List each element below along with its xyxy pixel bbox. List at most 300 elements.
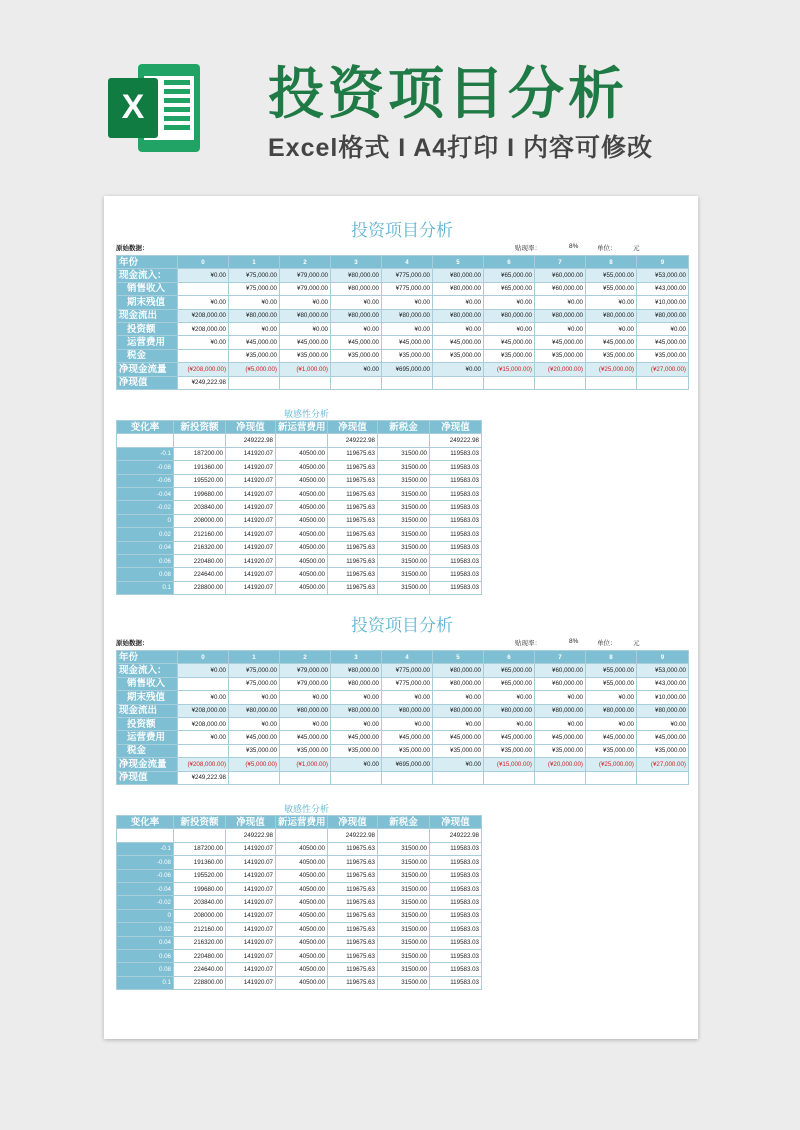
value-cell[interactable]: ¥45,000.00: [331, 731, 382, 744]
value-cell[interactable]: ¥45,000.00: [484, 336, 535, 349]
value-cell[interactable]: ¥80,000.00: [433, 664, 484, 677]
value-cell[interactable]: ¥35,000.00: [484, 744, 535, 757]
sensitivity-header-cell[interactable]: 净现值: [226, 421, 276, 434]
sensitivity-cell[interactable]: 224640.00: [174, 963, 226, 976]
sensitivity-cell[interactable]: 119675.63: [328, 514, 378, 527]
sensitivity-cell[interactable]: 119675.63: [328, 882, 378, 895]
sensitivity-header-cell[interactable]: 净现值: [328, 421, 378, 434]
sensitivity-cell[interactable]: 119583.03: [430, 501, 482, 514]
value-cell[interactable]: ¥0.00: [178, 269, 229, 282]
sensitivity-cell[interactable]: 40500.00: [276, 869, 328, 882]
value-cell[interactable]: ¥0.00: [331, 691, 382, 704]
value-cell[interactable]: ¥35,000.00: [280, 744, 331, 757]
sensitivity-cell[interactable]: 31500.00: [378, 501, 430, 514]
year-header-cell[interactable]: 0: [178, 651, 229, 664]
sensitivity-cell[interactable]: 220480.00: [174, 554, 226, 567]
sensitivity-cell[interactable]: 141920.07: [226, 909, 276, 922]
sensitivity-cell[interactable]: 119675.63: [328, 963, 378, 976]
value-cell[interactable]: (¥27,000.00): [637, 758, 689, 771]
value-cell[interactable]: ¥75,000.00: [229, 664, 280, 677]
value-cell[interactable]: ¥0.00: [433, 691, 484, 704]
value-cell[interactable]: ¥80,000.00: [331, 309, 382, 322]
row-label[interactable]: 现金流入：: [117, 269, 178, 282]
value-cell[interactable]: ¥775,000.00: [382, 282, 433, 295]
row-label[interactable]: 销售收入: [117, 677, 178, 690]
value-cell[interactable]: ¥0.00: [535, 691, 586, 704]
sensitivity-cell[interactable]: 119675.63: [328, 447, 378, 460]
row-label[interactable]: 投资额: [117, 717, 178, 730]
value-cell[interactable]: ¥45,000.00: [535, 336, 586, 349]
sensitivity-cell[interactable]: 119675.63: [328, 936, 378, 949]
sensitivity-cell[interactable]: 141920.07: [226, 896, 276, 909]
value-cell[interactable]: ¥80,000.00: [484, 704, 535, 717]
change-rate-cell[interactable]: -0.04: [117, 487, 174, 500]
value-cell[interactable]: ¥45,000.00: [280, 336, 331, 349]
change-rate-cell[interactable]: 0: [117, 909, 174, 922]
value-cell[interactable]: ¥208,000.00: [178, 309, 229, 322]
value-cell[interactable]: ¥35,000.00: [484, 349, 535, 362]
sensitivity-cell[interactable]: 31500.00: [378, 514, 430, 527]
value-cell[interactable]: ¥65,000.00: [484, 677, 535, 690]
sensitivity-cell[interactable]: 208000.00: [174, 514, 226, 527]
row-label[interactable]: 期末残值: [117, 296, 178, 309]
sensitivity-header-cell[interactable]: 净现值: [430, 421, 482, 434]
value-cell[interactable]: ¥0.00: [586, 717, 637, 730]
year-header-cell[interactable]: 4: [382, 256, 433, 269]
sensitivity-header-cell[interactable]: 净现值: [226, 816, 276, 829]
sensitivity-cell[interactable]: 191360.00: [174, 461, 226, 474]
value-cell[interactable]: ¥775,000.00: [382, 677, 433, 690]
change-rate-cell[interactable]: -0.04: [117, 882, 174, 895]
year-header-cell[interactable]: 2: [280, 256, 331, 269]
sensitivity-cell[interactable]: 216320.00: [174, 541, 226, 554]
sensitivity-cell[interactable]: 40500.00: [276, 447, 328, 460]
sensitivity-cell[interactable]: 40500.00: [276, 528, 328, 541]
value-cell[interactable]: ¥45,000.00: [433, 731, 484, 744]
value-cell[interactable]: ¥0.00: [229, 322, 280, 335]
sensitivity-cell[interactable]: 119583.03: [430, 856, 482, 869]
sensitivity-cell[interactable]: 212160.00: [174, 923, 226, 936]
sensitivity-cell[interactable]: 199680.00: [174, 487, 226, 500]
sensitivity-header-cell[interactable]: 净现值: [430, 816, 482, 829]
sensitivity-header-cell[interactable]: 变化率: [117, 421, 174, 434]
value-cell[interactable]: ¥35,000.00: [535, 744, 586, 757]
value-cell[interactable]: [280, 771, 331, 784]
sensitivity-cell[interactable]: 249222.98: [226, 829, 276, 842]
year-header-cell[interactable]: 8: [586, 256, 637, 269]
sensitivity-cell[interactable]: [117, 829, 174, 842]
value-cell[interactable]: ¥0.00: [433, 717, 484, 730]
value-cell[interactable]: ¥0.00: [484, 322, 535, 335]
value-cell[interactable]: ¥55,000.00: [586, 664, 637, 677]
change-rate-cell[interactable]: -0.08: [117, 856, 174, 869]
sensitivity-cell[interactable]: 119675.63: [328, 581, 378, 594]
value-cell[interactable]: ¥45,000.00: [331, 336, 382, 349]
sensitivity-cell[interactable]: 228800.00: [174, 976, 226, 989]
sensitivity-cell[interactable]: 40500.00: [276, 949, 328, 962]
change-rate-cell[interactable]: 0: [117, 514, 174, 527]
year-header-cell[interactable]: 9: [637, 651, 689, 664]
sensitivity-cell[interactable]: 119675.63: [328, 909, 378, 922]
year-header-cell[interactable]: 1: [229, 256, 280, 269]
value-cell[interactable]: ¥0.00: [280, 717, 331, 730]
sensitivity-cell[interactable]: 119675.63: [328, 461, 378, 474]
sensitivity-cell[interactable]: 141920.07: [226, 461, 276, 474]
value-cell[interactable]: ¥45,000.00: [229, 731, 280, 744]
value-cell[interactable]: ¥0.00: [484, 296, 535, 309]
change-rate-cell[interactable]: -0.02: [117, 501, 174, 514]
sensitivity-cell[interactable]: 119583.03: [430, 514, 482, 527]
change-rate-cell[interactable]: 0.08: [117, 568, 174, 581]
value-cell[interactable]: (¥1,000.00): [280, 758, 331, 771]
value-cell[interactable]: ¥249,222.98: [178, 771, 229, 784]
sensitivity-cell[interactable]: 40500.00: [276, 856, 328, 869]
change-rate-cell[interactable]: 0.06: [117, 554, 174, 567]
year-header-cell[interactable]: 8: [586, 651, 637, 664]
sensitivity-cell[interactable]: 119583.03: [430, 909, 482, 922]
value-cell[interactable]: ¥55,000.00: [586, 269, 637, 282]
value-cell[interactable]: ¥35,000.00: [586, 349, 637, 362]
value-cell[interactable]: ¥0.00: [586, 322, 637, 335]
row-label[interactable]: 投资额: [117, 322, 178, 335]
value-cell[interactable]: ¥80,000.00: [331, 677, 382, 690]
value-cell[interactable]: ¥10,000.00: [637, 296, 689, 309]
sensitivity-cell[interactable]: 40500.00: [276, 501, 328, 514]
value-cell[interactable]: ¥43,000.00: [637, 677, 689, 690]
sensitivity-cell[interactable]: 199680.00: [174, 882, 226, 895]
sensitivity-cell[interactable]: 31500.00: [378, 528, 430, 541]
value-cell[interactable]: ¥80,000.00: [433, 269, 484, 282]
sensitivity-cell[interactable]: 141920.07: [226, 842, 276, 855]
sensitivity-cell[interactable]: 40500.00: [276, 882, 328, 895]
sensitivity-cell[interactable]: 40500.00: [276, 923, 328, 936]
value-cell[interactable]: ¥80,000.00: [382, 704, 433, 717]
value-cell[interactable]: ¥80,000.00: [331, 282, 382, 295]
value-cell[interactable]: (¥15,000.00): [484, 758, 535, 771]
sensitivity-header-cell[interactable]: 变化率: [117, 816, 174, 829]
sensitivity-cell[interactable]: 119583.03: [430, 882, 482, 895]
value-cell[interactable]: ¥0.00: [535, 322, 586, 335]
change-rate-cell[interactable]: 0.06: [117, 949, 174, 962]
sensitivity-cell[interactable]: 40500.00: [276, 474, 328, 487]
value-cell[interactable]: ¥80,000.00: [637, 704, 689, 717]
value-cell[interactable]: ¥80,000.00: [535, 309, 586, 322]
value-cell[interactable]: ¥35,000.00: [637, 744, 689, 757]
row-label[interactable]: 净现值: [117, 376, 178, 389]
value-cell[interactable]: ¥0.00: [178, 664, 229, 677]
value-cell[interactable]: ¥45,000.00: [484, 731, 535, 744]
sensitivity-cell[interactable]: 141920.07: [226, 963, 276, 976]
value-cell[interactable]: ¥0.00: [331, 758, 382, 771]
value-cell[interactable]: [433, 376, 484, 389]
value-cell[interactable]: ¥60,000.00: [535, 282, 586, 295]
sensitivity-cell[interactable]: 141920.07: [226, 514, 276, 527]
value-cell[interactable]: ¥45,000.00: [586, 336, 637, 349]
sensitivity-cell[interactable]: [276, 829, 328, 842]
sensitivity-cell[interactable]: 141920.07: [226, 869, 276, 882]
value-cell[interactable]: [433, 771, 484, 784]
sensitivity-cell[interactable]: 119675.63: [328, 869, 378, 882]
sensitivity-cell[interactable]: 187200.00: [174, 447, 226, 460]
sensitivity-cell[interactable]: 119583.03: [430, 487, 482, 500]
value-cell[interactable]: ¥45,000.00: [535, 731, 586, 744]
sensitivity-cell[interactable]: 119675.63: [328, 541, 378, 554]
sensitivity-cell[interactable]: 208000.00: [174, 909, 226, 922]
value-cell[interactable]: ¥0.00: [178, 731, 229, 744]
sensitivity-cell[interactable]: 119583.03: [430, 936, 482, 949]
sensitivity-cell[interactable]: 119583.03: [430, 461, 482, 474]
value-cell[interactable]: (¥5,000.00): [229, 363, 280, 376]
sensitivity-cell[interactable]: 119675.63: [328, 528, 378, 541]
sensitivity-cell[interactable]: 119675.63: [328, 568, 378, 581]
sensitivity-cell[interactable]: 141920.07: [226, 554, 276, 567]
year-header-cell[interactable]: 1: [229, 651, 280, 664]
year-header-cell[interactable]: 3: [331, 651, 382, 664]
value-cell[interactable]: ¥0.00: [331, 717, 382, 730]
value-cell[interactable]: ¥0.00: [280, 691, 331, 704]
value-cell[interactable]: ¥45,000.00: [637, 731, 689, 744]
sensitivity-header-cell[interactable]: 新税金: [378, 421, 430, 434]
value-cell[interactable]: ¥35,000.00: [433, 744, 484, 757]
change-rate-cell[interactable]: 0.1: [117, 976, 174, 989]
sensitivity-cell[interactable]: 119675.63: [328, 923, 378, 936]
value-cell[interactable]: [178, 349, 229, 362]
change-rate-cell[interactable]: 0.08: [117, 963, 174, 976]
value-cell[interactable]: ¥45,000.00: [586, 731, 637, 744]
sensitivity-header-cell[interactable]: 新投资额: [174, 816, 226, 829]
value-cell[interactable]: ¥65,000.00: [484, 664, 535, 677]
sensitivity-cell[interactable]: 141920.07: [226, 528, 276, 541]
value-cell[interactable]: (¥25,000.00): [586, 758, 637, 771]
value-cell[interactable]: ¥0.00: [280, 322, 331, 335]
sensitivity-cell[interactable]: 31500.00: [378, 923, 430, 936]
sensitivity-cell[interactable]: [117, 434, 174, 447]
value-cell[interactable]: ¥0.00: [229, 296, 280, 309]
change-rate-cell[interactable]: -0.08: [117, 461, 174, 474]
value-cell[interactable]: (¥5,000.00): [229, 758, 280, 771]
sensitivity-cell[interactable]: 119583.03: [430, 528, 482, 541]
value-cell[interactable]: [637, 771, 689, 784]
sensitivity-cell[interactable]: 31500.00: [378, 976, 430, 989]
sensitivity-cell[interactable]: 119675.63: [328, 856, 378, 869]
year-header-cell[interactable]: 7: [535, 256, 586, 269]
value-cell[interactable]: ¥0.00: [484, 691, 535, 704]
sensitivity-cell[interactable]: 31500.00: [378, 963, 430, 976]
value-cell[interactable]: ¥0.00: [178, 691, 229, 704]
value-cell[interactable]: ¥80,000.00: [280, 309, 331, 322]
sensitivity-cell[interactable]: 119675.63: [328, 896, 378, 909]
sensitivity-cell[interactable]: 119583.03: [430, 581, 482, 594]
change-rate-cell[interactable]: 0.04: [117, 541, 174, 554]
value-cell[interactable]: ¥80,000.00: [382, 309, 433, 322]
sensitivity-cell[interactable]: 40500.00: [276, 461, 328, 474]
value-cell[interactable]: ¥80,000.00: [433, 282, 484, 295]
value-cell[interactable]: ¥80,000.00: [433, 309, 484, 322]
value-cell[interactable]: [229, 376, 280, 389]
value-cell[interactable]: ¥80,000.00: [331, 704, 382, 717]
year-header-cell[interactable]: 5: [433, 256, 484, 269]
sensitivity-cell[interactable]: 31500.00: [378, 909, 430, 922]
value-cell[interactable]: ¥45,000.00: [382, 731, 433, 744]
sensitivity-cell[interactable]: 31500.00: [378, 896, 430, 909]
value-cell[interactable]: ¥0.00: [586, 296, 637, 309]
value-cell[interactable]: ¥80,000.00: [229, 704, 280, 717]
value-cell[interactable]: ¥75,000.00: [229, 282, 280, 295]
value-cell[interactable]: ¥60,000.00: [535, 677, 586, 690]
sensitivity-cell[interactable]: 249222.98: [430, 829, 482, 842]
sensitivity-cell[interactable]: 119583.03: [430, 923, 482, 936]
value-cell[interactable]: ¥75,000.00: [229, 269, 280, 282]
value-cell[interactable]: ¥45,000.00: [382, 336, 433, 349]
sensitivity-cell[interactable]: 195520.00: [174, 474, 226, 487]
sensitivity-cell[interactable]: 119675.63: [328, 842, 378, 855]
value-cell[interactable]: ¥80,000.00: [433, 704, 484, 717]
sensitivity-cell[interactable]: [276, 434, 328, 447]
row-label[interactable]: 运营费用: [117, 336, 178, 349]
sensitivity-cell[interactable]: 141920.07: [226, 501, 276, 514]
sensitivity-cell[interactable]: 119583.03: [430, 949, 482, 962]
row-label[interactable]: 运营费用: [117, 731, 178, 744]
value-cell[interactable]: [382, 771, 433, 784]
sensitivity-cell[interactable]: 220480.00: [174, 949, 226, 962]
value-cell[interactable]: ¥0.00: [331, 322, 382, 335]
change-rate-cell[interactable]: 0.1: [117, 581, 174, 594]
value-cell[interactable]: ¥35,000.00: [331, 744, 382, 757]
sensitivity-cell[interactable]: 119583.03: [430, 474, 482, 487]
sensitivity-cell[interactable]: 195520.00: [174, 869, 226, 882]
value-cell[interactable]: ¥45,000.00: [637, 336, 689, 349]
sensitivity-cell[interactable]: 119583.03: [430, 896, 482, 909]
sensitivity-cell[interactable]: 141920.07: [226, 474, 276, 487]
sensitivity-cell[interactable]: 31500.00: [378, 461, 430, 474]
value-cell[interactable]: [382, 376, 433, 389]
sensitivity-cell[interactable]: 31500.00: [378, 842, 430, 855]
sensitivity-cell[interactable]: 224640.00: [174, 568, 226, 581]
value-cell[interactable]: ¥53,000.00: [637, 269, 689, 282]
value-cell[interactable]: ¥0.00: [484, 717, 535, 730]
value-cell[interactable]: (¥1,000.00): [280, 363, 331, 376]
sensitivity-cell[interactable]: 141920.07: [226, 923, 276, 936]
row-label[interactable]: 现金流出: [117, 309, 178, 322]
sensitivity-cell[interactable]: 228800.00: [174, 581, 226, 594]
sensitivity-header-cell[interactable]: 新投资额: [174, 421, 226, 434]
value-cell[interactable]: ¥55,000.00: [586, 677, 637, 690]
change-rate-cell[interactable]: -0.06: [117, 474, 174, 487]
value-cell[interactable]: ¥45,000.00: [229, 336, 280, 349]
value-cell[interactable]: ¥35,000.00: [331, 349, 382, 362]
sensitivity-header-cell[interactable]: 净现值: [328, 816, 378, 829]
value-cell[interactable]: ¥79,000.00: [280, 282, 331, 295]
sensitivity-cell[interactable]: 119583.03: [430, 976, 482, 989]
value-cell[interactable]: [637, 376, 689, 389]
row-label[interactable]: 销售收入: [117, 282, 178, 295]
value-cell[interactable]: [178, 744, 229, 757]
value-cell[interactable]: (¥25,000.00): [586, 363, 637, 376]
sensitivity-cell[interactable]: 249222.98: [328, 434, 378, 447]
year-header-cell[interactable]: 9: [637, 256, 689, 269]
value-cell[interactable]: ¥80,000.00: [586, 704, 637, 717]
sensitivity-cell[interactable]: 119583.03: [430, 541, 482, 554]
sensitivity-cell[interactable]: 40500.00: [276, 976, 328, 989]
sensitivity-cell[interactable]: 249222.98: [430, 434, 482, 447]
value-cell[interactable]: [331, 376, 382, 389]
sensitivity-cell[interactable]: 249222.98: [226, 434, 276, 447]
sensitivity-cell[interactable]: 31500.00: [378, 581, 430, 594]
change-rate-cell[interactable]: -0.1: [117, 842, 174, 855]
sensitivity-cell[interactable]: 119583.03: [430, 568, 482, 581]
value-cell[interactable]: ¥0.00: [535, 296, 586, 309]
value-cell[interactable]: ¥80,000.00: [484, 309, 535, 322]
value-cell[interactable]: (¥15,000.00): [484, 363, 535, 376]
value-cell[interactable]: ¥35,000.00: [586, 744, 637, 757]
value-cell[interactable]: ¥35,000.00: [382, 744, 433, 757]
sensitivity-cell[interactable]: [378, 829, 430, 842]
value-cell[interactable]: (¥27,000.00): [637, 363, 689, 376]
sensitivity-cell[interactable]: 141920.07: [226, 856, 276, 869]
value-cell[interactable]: ¥0.00: [433, 363, 484, 376]
change-rate-cell[interactable]: 0.02: [117, 528, 174, 541]
sensitivity-cell[interactable]: 31500.00: [378, 487, 430, 500]
sensitivity-cell[interactable]: 141920.07: [226, 581, 276, 594]
value-cell[interactable]: ¥79,000.00: [280, 664, 331, 677]
value-cell[interactable]: ¥10,000.00: [637, 691, 689, 704]
value-cell[interactable]: ¥0.00: [637, 322, 689, 335]
sensitivity-header-cell[interactable]: 新税金: [378, 816, 430, 829]
value-cell[interactable]: ¥0.00: [382, 322, 433, 335]
sensitivity-cell[interactable]: 40500.00: [276, 581, 328, 594]
sensitivity-cell[interactable]: 31500.00: [378, 869, 430, 882]
sensitivity-cell[interactable]: 40500.00: [276, 514, 328, 527]
value-cell[interactable]: [586, 376, 637, 389]
value-cell[interactable]: ¥0.00: [178, 336, 229, 349]
value-cell[interactable]: ¥0.00: [433, 758, 484, 771]
value-cell[interactable]: ¥55,000.00: [586, 282, 637, 295]
year-header-cell[interactable]: 6: [484, 651, 535, 664]
row-label[interactable]: 期末残值: [117, 691, 178, 704]
sensitivity-cell[interactable]: 141920.07: [226, 882, 276, 895]
sensitivity-header-cell[interactable]: 新运营费用: [276, 816, 328, 829]
year-header-cell[interactable]: 3: [331, 256, 382, 269]
value-cell[interactable]: [178, 677, 229, 690]
value-cell[interactable]: [535, 771, 586, 784]
value-cell[interactable]: [178, 282, 229, 295]
year-header-cell[interactable]: 2: [280, 651, 331, 664]
sensitivity-cell[interactable]: 119675.63: [328, 487, 378, 500]
value-cell[interactable]: ¥695,000.00: [382, 363, 433, 376]
value-cell[interactable]: ¥775,000.00: [382, 269, 433, 282]
value-cell[interactable]: ¥249,222.98: [178, 376, 229, 389]
year-header-cell[interactable]: 7: [535, 651, 586, 664]
sensitivity-cell[interactable]: 31500.00: [378, 554, 430, 567]
sensitivity-cell[interactable]: 31500.00: [378, 568, 430, 581]
value-cell[interactable]: (¥208,000.00): [178, 363, 229, 376]
sensitivity-cell[interactable]: 119675.63: [328, 474, 378, 487]
sensitivity-cell[interactable]: 31500.00: [378, 882, 430, 895]
value-cell[interactable]: ¥208,000.00: [178, 704, 229, 717]
sensitivity-cell[interactable]: 31500.00: [378, 949, 430, 962]
value-cell[interactable]: ¥0.00: [382, 717, 433, 730]
year-header-cell[interactable]: 6: [484, 256, 535, 269]
value-cell[interactable]: ¥35,000.00: [535, 349, 586, 362]
sensitivity-cell[interactable]: 119583.03: [430, 447, 482, 460]
value-cell[interactable]: ¥0.00: [178, 296, 229, 309]
sensitivity-cell[interactable]: 40500.00: [276, 896, 328, 909]
sensitivity-cell[interactable]: 119675.63: [328, 554, 378, 567]
row-label[interactable]: 现金流出: [117, 704, 178, 717]
row-label[interactable]: 净现金流量: [117, 758, 178, 771]
sensitivity-cell[interactable]: 216320.00: [174, 936, 226, 949]
sensitivity-cell[interactable]: 40500.00: [276, 541, 328, 554]
